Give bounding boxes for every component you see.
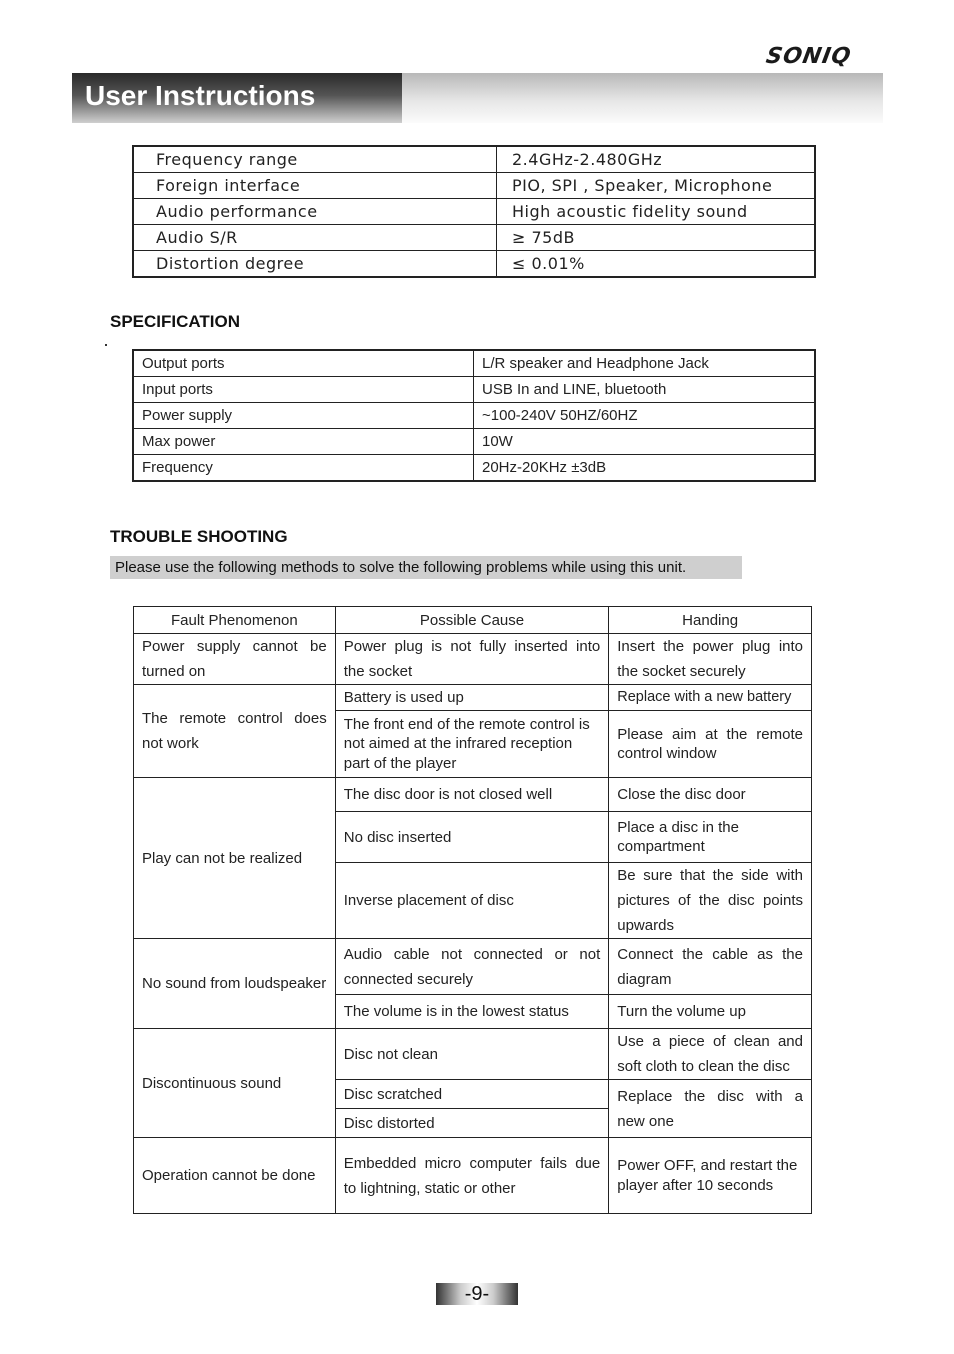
column-header: Handing bbox=[609, 607, 812, 634]
table-row bbox=[134, 1138, 812, 1214]
table-row: Foreign interface PIO, SPI , Speaker, Microphone bbox=[133, 173, 815, 199]
table-row: Input ports USB In and LINE, bluetooth bbox=[133, 377, 815, 403]
specification-heading: SPECIFICATION bbox=[110, 312, 241, 331]
cause-cell: Disc not clean bbox=[335, 1029, 609, 1080]
table-row bbox=[134, 1029, 812, 1080]
cause-cell: Battery is used up bbox=[335, 685, 609, 711]
handling-cell: Be sure that the side with pictures of the disc points upwards bbox=[609, 863, 812, 939]
table-row bbox=[134, 778, 812, 812]
trouble-shooting-table bbox=[133, 606, 812, 1214]
table-row: Max power 10W bbox=[133, 429, 815, 455]
bluetooth-spec-table bbox=[132, 145, 816, 278]
cause-cell: Disc scratched bbox=[335, 1080, 609, 1109]
cause-cell: Power plug is not fully inserted into the socket bbox=[335, 634, 609, 685]
cause-cell: Embedded micro computer fails due to lightning, static or other bbox=[335, 1138, 609, 1214]
column-header: Possible Cause bbox=[335, 607, 609, 634]
cause-cell: No disc inserted bbox=[335, 812, 609, 863]
table-header-row bbox=[134, 607, 812, 634]
cause-cell: The volume is in the lowest status bbox=[335, 995, 609, 1029]
stray-mark bbox=[105, 344, 107, 346]
handling-cell: Power OFF, and restart the player after 10 seconds bbox=[609, 1138, 812, 1214]
table-row: Audio performance High acoustic fidelity sound bbox=[133, 199, 815, 225]
brand-logo: SONIQ bbox=[764, 44, 854, 69]
fault-cell: Discontinuous sound bbox=[134, 1029, 336, 1138]
trouble-note: Please use the following methods to solve the following problems while using this unit. bbox=[110, 556, 742, 579]
table-row: Frequency 20Hz-20KHz ±3dB bbox=[133, 455, 815, 482]
specification-table bbox=[132, 349, 816, 482]
table-row: Power supply ~100-240V 50HZ/60HZ bbox=[133, 403, 815, 429]
fault-cell: Power supply cannot be turned on bbox=[134, 634, 336, 685]
table-row: Distortion degree ≤ 0.01% bbox=[133, 251, 815, 278]
page-number: -9- bbox=[436, 1283, 518, 1305]
handling-cell: Replace with a new battery bbox=[609, 685, 812, 711]
cause-cell: The front end of the remote control is not aimed at the infrared reception part of the player bbox=[335, 711, 609, 778]
table-row bbox=[134, 939, 812, 995]
table-row: Audio S/R ≥ 75dB bbox=[133, 225, 815, 251]
cause-cell: Disc distorted bbox=[335, 1109, 609, 1138]
fault-cell: No sound from loudspeaker bbox=[134, 939, 336, 1029]
table-row: Output ports L/R speaker and Headphone Jack bbox=[133, 350, 815, 377]
handling-cell: Please aim at the remote control window bbox=[609, 711, 812, 778]
column-header: Fault Phenomenon bbox=[134, 607, 336, 634]
handling-cell: Use a piece of clean and soft cloth to clean the disc bbox=[609, 1029, 812, 1080]
page-title: User Instructions bbox=[85, 80, 316, 111]
handling-cell: Insert the power plug into the socket securely bbox=[609, 634, 812, 685]
handling-cell: Turn the volume up bbox=[609, 995, 812, 1029]
fault-cell: The remote control does not work bbox=[134, 685, 336, 778]
cause-cell: Audio cable not connected or not connected securely bbox=[335, 939, 609, 995]
cause-cell: Inverse placement of disc bbox=[335, 863, 609, 939]
table-row bbox=[134, 685, 812, 711]
fault-cell: Play can not be realized bbox=[134, 778, 336, 939]
handling-cell: Connect the cable as the diagram bbox=[609, 939, 812, 995]
trouble-shooting-heading: TROUBLE SHOOTING bbox=[110, 527, 288, 546]
handling-cell: Replace the disc with a new one bbox=[609, 1080, 812, 1138]
table-row: Frequency range 2.4GHz-2.480GHz bbox=[133, 146, 815, 173]
handling-cell: Place a disc in the compartment bbox=[609, 812, 812, 863]
handling-cell: Close the disc door bbox=[609, 778, 812, 812]
table-row bbox=[134, 634, 812, 685]
fault-cell: Operation cannot be done bbox=[134, 1138, 336, 1214]
cause-cell: The disc door is not closed well bbox=[335, 778, 609, 812]
